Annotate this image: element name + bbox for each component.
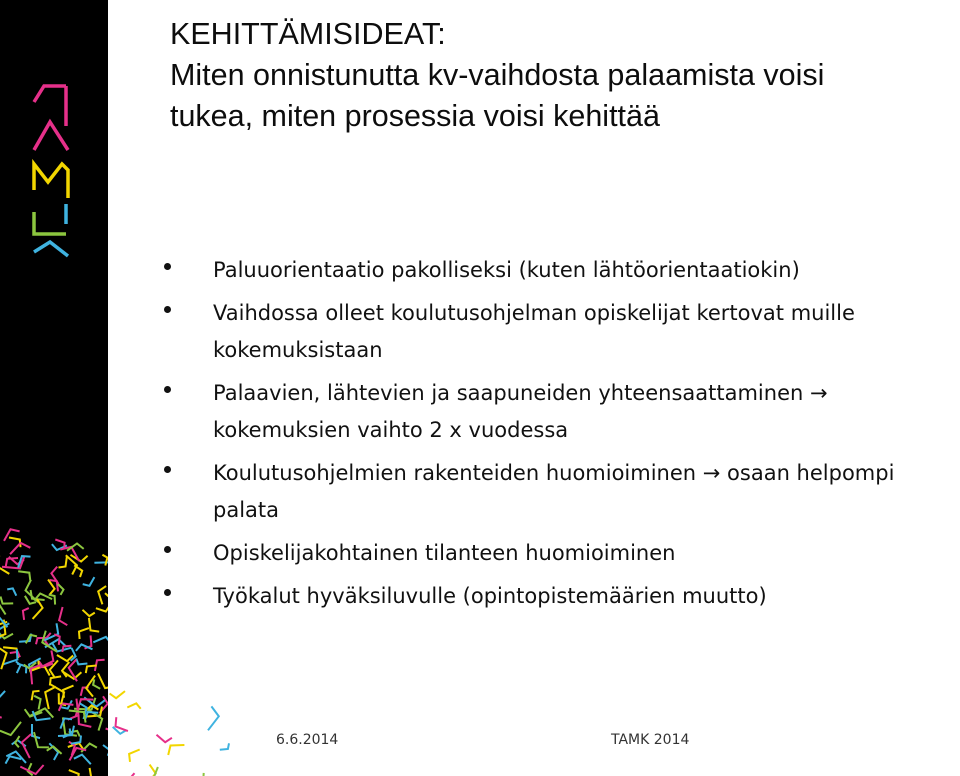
confetti-mark [71,648,76,661]
confetti-mark [81,744,97,753]
bullet-item: Koulutusohjelmien rakenteiden huomioiminen → osaan helpompi palata [164,455,960,529]
confetti-mark [0,702,2,718]
confetti-mark [18,571,30,580]
confetti-mark [93,679,100,688]
confetti-mark [20,765,43,774]
bullet-item: Vaihdossa olleet koulutusohjelman opiskelijat kertovat muille kokemuksistaan [164,295,960,369]
bullet-dot-icon [164,546,171,553]
confetti-mark [102,555,107,566]
confetti-mark [79,628,89,639]
confetti-mark [74,755,91,765]
bullet-item: Opiskelijakohtainen tilanteen huomioiminen [164,535,960,572]
confetti-mark [7,588,16,595]
confetti-mark [83,610,95,616]
bullet-item: Palaavien, lähtevien ja saapuneiden yhteensaattaminen → kokemuksien vaihto 2 x vuodessa [164,375,960,449]
confetti-mark [208,706,219,730]
confetti-pattern [0,520,108,776]
confetti-mark [98,673,108,688]
confetti-mark [69,770,79,776]
confetti-mark [93,637,108,645]
confetti-mark [71,736,81,744]
confetti-mark [157,735,172,743]
confetti-mark [49,684,64,704]
confetti-mark [116,717,128,731]
title-line-1: KEHITTÄMISIDEAT: [170,17,446,51]
confetti-mark [83,577,95,586]
confetti-mark [59,703,74,710]
footer-date: 6.6.2014 [276,732,339,748]
confetti-mark [70,748,87,761]
confetti-mark [105,593,108,600]
bullet-dot-icon [164,386,171,393]
sidebar-band [0,0,108,776]
confetti-mark [0,646,7,669]
confetti-mark [47,747,62,754]
confetti-mark [129,750,140,762]
confetti-mark [96,605,108,611]
confetti-mark [76,659,87,665]
confetti-mark [59,607,67,625]
confetti-mark [127,703,140,708]
confetti-mark [83,768,92,776]
confetti-mark [28,763,33,775]
title-line-2: Miten onnistunutta kv-vaihdosta palaamista voisi [170,58,825,92]
confetti-mark [34,732,49,747]
tamk-logo-icon [30,82,78,262]
bullet-dot-icon [164,466,171,473]
confetti-mark [220,743,229,749]
confetti-mark [22,734,31,758]
bullet-item: Paluuorientaatio pakolliseksi (kuten lähtöorientaatiokin) [164,252,960,289]
slide-title [170,14,940,137]
confetti-pattern-extension [108,640,238,776]
bullet-list [164,252,960,615]
confetti-mark [10,543,30,554]
confetti-mark [23,608,29,620]
confetti-mark [45,687,56,710]
confetti-mark [0,722,21,735]
bullet-dot-icon [164,589,171,596]
confetti-mark [34,696,41,710]
confetti-mark [89,618,99,632]
bullet-item: Työkalut hyväksiluvulle (opintopistemäärien muutto) [164,578,960,615]
title-line-3: tukea, miten prosessia voisi kehittää [170,99,660,133]
confetti-mark [0,691,5,704]
confetti-mark [49,595,55,605]
confetti-mark [110,691,125,698]
bullet-dot-icon [164,263,171,270]
confetti-mark [60,718,72,728]
confetti-mark [168,745,184,755]
confetti-mark [6,756,22,763]
confetti-mark [98,586,106,604]
confetti-mark [1,597,14,604]
bullet-dot-icon [164,306,171,313]
confetti-mark [16,661,21,673]
footer-org: TAMK 2014 [611,732,690,748]
confetti-mark [59,557,67,568]
confetti-mark [48,580,55,595]
